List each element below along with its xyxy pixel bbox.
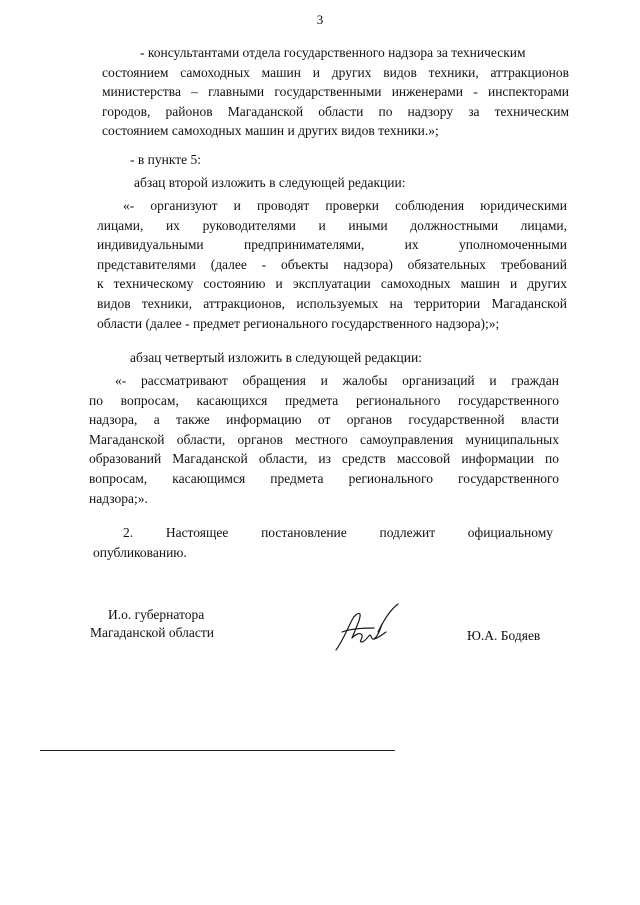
text-line: индивидуальными предпринимателями, их уполномоченными [97,237,567,253]
handwritten-signature [328,602,408,658]
clause-item-5: - в пункте 5: [130,152,201,167]
signatory-title-line: Магаданской области [90,625,214,640]
signatory-title-line: И.о. губернатора [108,607,205,622]
text-line: видов техники, аттракционов, используемых на территории Магаданской [97,295,567,311]
text-line: опубликованию. [93,544,187,560]
text-line: министерства – главными государственными инженерами - инспекторами [102,84,569,100]
text-line: к техническому состоянию и эксплуатации самоходных машин и других [97,276,567,292]
paragraph-consultants [102,43,569,141]
paragraph-appeals [89,371,559,508]
paragraph-inspections [97,196,567,333]
signatory-title [90,606,214,642]
text-line: - консультантами отдела государственного надзора за техническим [140,45,526,60]
text-line: по вопросам, касающихся предмета регионального государственного [89,392,559,408]
clause-paragraph-four: абзац четвертый изложить в следующей редакции: [130,350,422,365]
text-line: «- организуют и проводят проверки соблюдения юридическими [123,198,567,213]
text-line: городов, районов Магаданской области по надзору за техническим [102,103,569,119]
page-number: 3 [316,12,324,27]
text-line: лицами, их руководителями и иными должностными лицами, [97,217,567,233]
text-line: «- рассматривают обращения и жалобы организаций и граждан [115,373,559,388]
text-line: вопросам, касающимся предмета регионального государственного [89,470,559,486]
text-line: надзора, а также информацию от органов государственной власти [89,412,559,428]
text-line: состоянием самоходных машин и других видов техники.»; [102,123,439,139]
clause-paragraph-two: абзац второй изложить в следующей редакции: [134,175,406,190]
text-line: надзора;». [89,490,148,506]
text-line: области (далее - предмет регионального государственного надзора);»; [97,315,500,331]
text-line: 2. Настоящее постановление подлежит официальному [123,525,553,540]
text-line: представителями (далее - объекты надзора) обязательных требований [97,256,567,272]
text-line: Магаданской области, органов местного самоуправления муниципальных [89,431,559,447]
footer-divider [40,750,395,751]
text-line: состоянием самоходных машин и других видов техники, аттракционов [102,64,569,80]
paragraph-publication [93,523,553,562]
text-line: образований Магаданской области, из средств массовой информации по [89,451,559,467]
signatory-name: Ю.А. Бодяев [467,628,541,643]
